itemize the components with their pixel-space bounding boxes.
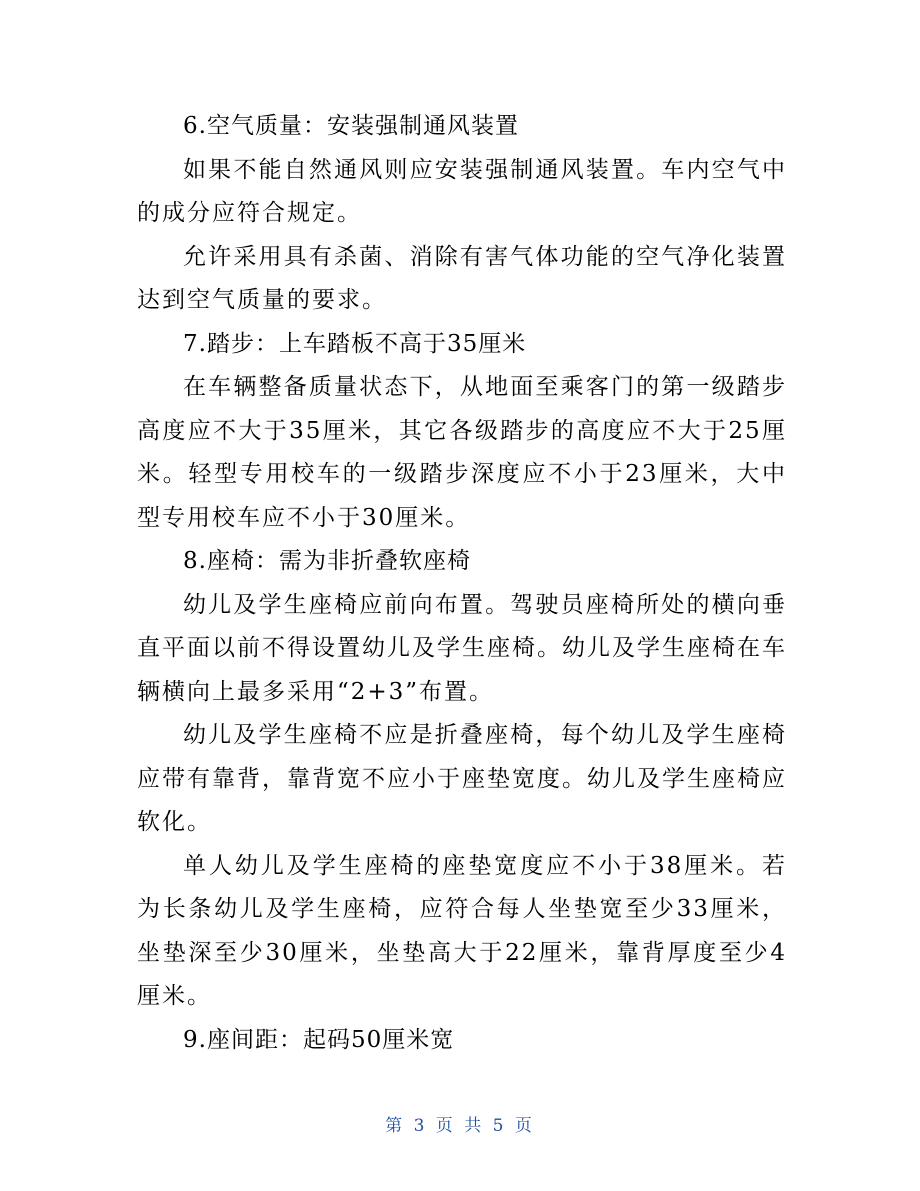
page-number-footer: 第 3 页 共 5 页 (385, 1116, 535, 1136)
paragraph-seat-layout: 幼儿及学生座椅应前向布置。驾驶员座椅所处的横向垂直平面以前不得设置幼儿及学生座椅。幼儿及学生座椅在车辆横向上最多采用“2+3”布置。 (137, 591, 787, 705)
paragraph-seat-dimensions: 单人幼儿及学生座椅的座垫宽度应不小于38厘米。若为长条幼儿及学生座椅，应符合每人坐垫宽至少33厘米，坐垫深至少30厘米，坐垫高大于22厘米，靠背厚度至少4厘米。 (137, 852, 787, 1009)
paragraph-ventilation: 如果不能自然通风则应安装强制通风装置。车内空气中的成分应符合规定。 (137, 156, 787, 226)
paragraph-seat-type: 幼儿及学生座椅不应是折叠座椅，每个幼儿及学生座椅应带有靠背，靠背宽不应小于座垫宽度。幼儿及学生座椅应软化。 (137, 722, 787, 835)
section-heading-air-quality: 6.空气质量：安装强制通风装置 (183, 113, 519, 139)
paragraph-air-purifier: 允许采用具有杀菌、消除有害气体功能的空气净化装置达到空气质量的要求。 (137, 243, 787, 313)
section-heading-steps: 7.踏步：上车踏板不高于35厘米 (183, 330, 527, 357)
paragraph-step-height: 在车辆整备质量状态下，从地面至乘客门的第一级踏步高度应不大于35厘米，其它各级踏步的高度应不大于25厘米。轻型专用校车的一级踏步深度应不小于23厘米，大中型专用校车应不小于30厘米。 (137, 374, 787, 531)
document-body (137, 105, 787, 1062)
section-heading-seats: 8.座椅：需为非折叠软座椅 (183, 548, 471, 574)
section-heading-seat-spacing: 9.座间距：起码50厘米宽 (183, 1026, 455, 1053)
